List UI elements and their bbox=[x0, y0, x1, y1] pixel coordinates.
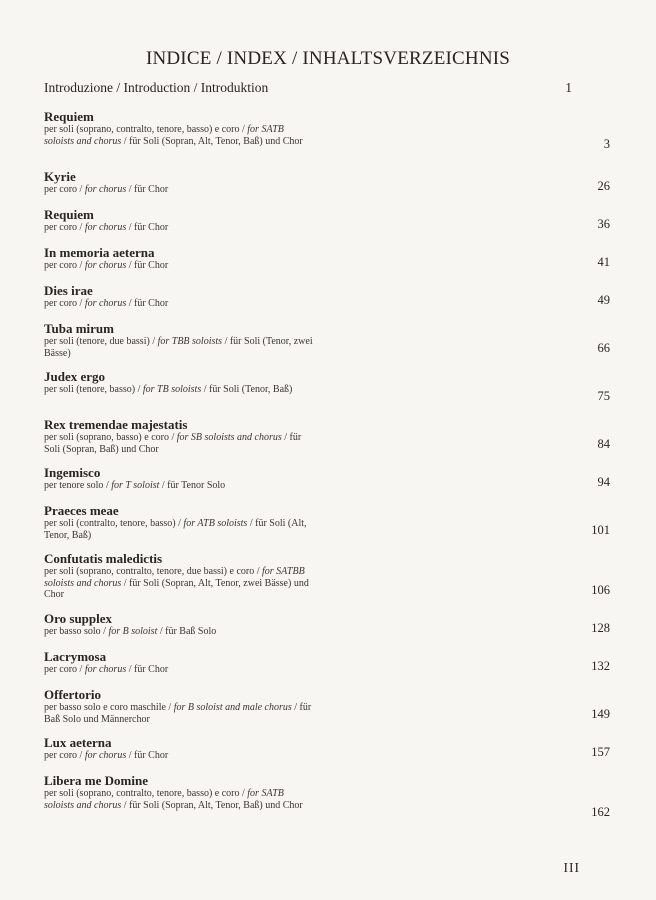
toc-entry-description: per basso solo e coro maschile / for B soloist and male chorus / für Baß Solo und Männerchor bbox=[44, 702, 312, 725]
toc-entry bbox=[44, 370, 614, 406]
toc-entry-title: Libera me Domine bbox=[44, 773, 148, 788]
toc-entry-description: per soli (tenore, basso) / for TB soloists / für Soli (Tenor, Baß) bbox=[44, 384, 293, 395]
desc-italian: per soli (soprano, basso) e coro bbox=[44, 432, 169, 443]
desc-english: for SB soloists and chorus bbox=[176, 432, 282, 443]
page-title: INDICE / INDEX / INHALTSVERZEICHNIS bbox=[145, 48, 511, 69]
desc-german: für Soli (Alt, Tenor, Baß) bbox=[44, 518, 307, 541]
toc-entry-page-number: 75 bbox=[597, 389, 610, 403]
toc-entry bbox=[44, 170, 614, 196]
toc-entry bbox=[44, 504, 614, 540]
toc-entry bbox=[44, 284, 614, 310]
desc-german: für Baß Solo und Männerchor bbox=[44, 702, 312, 725]
toc-entry-description: per coro / for chorus / für Chor bbox=[44, 184, 169, 195]
toc-entry-title: Ingemisco bbox=[44, 465, 101, 480]
toc-entry-page-number: 94 bbox=[597, 475, 610, 489]
toc-intro-row bbox=[44, 80, 572, 96]
desc-german: für Tenor Solo bbox=[167, 480, 226, 491]
toc-entry bbox=[44, 110, 614, 154]
toc-entry-page-number: 49 bbox=[597, 293, 610, 307]
toc-entry bbox=[44, 688, 614, 724]
desc-english: for chorus bbox=[84, 222, 127, 233]
toc-entry-title: Confutatis maledictis bbox=[44, 551, 163, 566]
desc-italian: per basso solo bbox=[44, 626, 101, 637]
desc-italian: per soli (soprano, contralto, tenore, basso) e coro bbox=[44, 788, 240, 799]
toc-entry bbox=[44, 774, 614, 822]
toc-entry-page-number: 162 bbox=[591, 805, 610, 819]
desc-english: for B soloist and male chorus bbox=[173, 702, 292, 713]
toc-entry-page-number: 84 bbox=[597, 437, 610, 451]
desc-english: for chorus bbox=[84, 184, 127, 195]
desc-english: for ATB soloists bbox=[183, 518, 248, 529]
intro-page-number: 1 bbox=[565, 80, 572, 95]
desc-german: für Soli (Sopran, Alt, Tenor, zwei Bässe) und Chor bbox=[44, 577, 309, 601]
toc-entry-page-number: 128 bbox=[591, 621, 610, 635]
toc-entry bbox=[44, 246, 614, 272]
desc-italian: per coro bbox=[44, 750, 78, 761]
toc-entry-description: per soli (soprano, contralto, tenore, due bassi) e coro / for SATBB soloists and chorus / für Soli (Sopran, Alt, Tenor, zwei Bässe) und Chor bbox=[44, 566, 309, 601]
toc-entry-title: Dies irae bbox=[44, 283, 93, 298]
desc-german: für Chor bbox=[134, 750, 169, 761]
desc-english: for B soloist bbox=[108, 626, 158, 637]
toc-entry-title: Oro supplex bbox=[44, 611, 113, 626]
desc-english: for chorus bbox=[84, 260, 127, 271]
desc-italian: per soli (tenore, due bassi) bbox=[44, 336, 150, 347]
toc-entry bbox=[44, 650, 614, 676]
toc-entry-page-number: 41 bbox=[597, 255, 610, 269]
toc-entry-description: per soli (soprano, contralto, tenore, basso) e coro / for SATB soloists and chorus / für Soli (Sopran, Alt, Tenor, Baß) und Chor bbox=[44, 788, 303, 811]
desc-german: für Baß Solo bbox=[165, 626, 217, 637]
toc-entry bbox=[44, 322, 614, 358]
desc-italian: per coro bbox=[44, 184, 78, 195]
toc-entry-page-number: 149 bbox=[591, 707, 610, 721]
desc-german: für Soli (Tenor, Baß) bbox=[209, 384, 293, 395]
intro-label: Introduzione / Introduction / Introduktion bbox=[44, 80, 269, 95]
toc-entry-description: per basso solo / for B soloist / für Baß Solo bbox=[44, 626, 217, 637]
desc-german: für Soli (Sopran, Alt, Tenor, Baß) und Chor bbox=[129, 135, 303, 147]
toc-entry-page-number: 26 bbox=[597, 179, 610, 193]
desc-italian: per tenore solo bbox=[44, 480, 104, 491]
toc-entry-title: In memoria aeterna bbox=[44, 245, 155, 260]
desc-english: for TBB soloists bbox=[157, 336, 223, 347]
toc-entry-description: per coro / for chorus / für Chor bbox=[44, 222, 169, 233]
toc-entry bbox=[44, 208, 614, 234]
toc-entry-description: per soli (soprano, basso) e coro / for SB soloists and chorus / für Soli (Sopran, Baß) und Chor bbox=[44, 432, 302, 455]
toc-entry-page-number: 36 bbox=[597, 217, 610, 231]
desc-german: für Chor bbox=[134, 298, 169, 309]
toc-entry-description: per soli (contralto, tenore, basso) / for ATB soloists / für Soli (Alt, Tenor, Baß) bbox=[44, 518, 307, 541]
desc-italian: per soli (contralto, tenore, basso) bbox=[44, 518, 176, 529]
desc-italian: per soli (soprano, contralto, tenore, basso) e coro bbox=[44, 124, 240, 135]
toc-entry-description: per tenore solo / for T soloist / für Tenor Solo bbox=[44, 480, 226, 491]
desc-italian: per coro bbox=[44, 298, 78, 309]
toc-entry bbox=[44, 466, 614, 492]
desc-english: for SATB soloists and chorus bbox=[44, 788, 284, 811]
desc-italian: per coro bbox=[44, 222, 78, 233]
desc-italian: per coro bbox=[44, 664, 78, 675]
toc-entry-page-number: 106 bbox=[591, 583, 610, 597]
toc-entry-title: Praeces meae bbox=[44, 503, 119, 518]
toc-entry bbox=[44, 736, 614, 762]
toc-entry-page-number: 3 bbox=[603, 137, 610, 151]
toc-entry-page-number: 132 bbox=[591, 659, 610, 673]
toc-entry-description: per coro / for chorus / für Chor bbox=[44, 260, 169, 271]
desc-german: für Soli (Tenor, zwei Bässe) bbox=[44, 336, 313, 359]
desc-german: für Chor bbox=[134, 184, 169, 195]
desc-italian: per coro bbox=[44, 260, 78, 271]
toc-entry bbox=[44, 418, 614, 454]
toc-entry-page-number: 157 bbox=[591, 745, 610, 759]
desc-english: for chorus bbox=[84, 298, 127, 309]
desc-italian: per soli (soprano, contralto, tenore, due bassi) e coro bbox=[44, 566, 255, 577]
toc-entry-title: Offertorio bbox=[44, 687, 102, 702]
desc-german: für Chor bbox=[134, 664, 169, 675]
desc-english: for TB soloists bbox=[142, 384, 202, 395]
toc-entry-description: per soli (tenore, due bassi) / for TBB soloists / für Soli (Tenor, zwei Bässe) bbox=[44, 336, 313, 359]
desc-german: für Soli (Sopran, Baß) und Chor bbox=[44, 432, 302, 455]
desc-german: für Soli (Sopran, Alt, Tenor, Baß) und Chor bbox=[129, 799, 303, 811]
toc-entry-title: Lux aeterna bbox=[44, 735, 112, 750]
toc-entry bbox=[44, 612, 614, 638]
desc-german: für Chor bbox=[134, 222, 169, 233]
toc-entry-description: per coro / for chorus / für Chor bbox=[44, 298, 169, 309]
toc-entry-title: Tuba mirum bbox=[44, 321, 114, 336]
toc-entry-title: Rex tremendae majestatis bbox=[44, 417, 188, 432]
desc-english: for chorus bbox=[84, 750, 127, 761]
toc-entry-description: per soli (soprano, contralto, tenore, basso) e coro / for SATB soloists and chorus / für Soli (Sopran, Alt, Tenor, Baß) und Chor bbox=[44, 124, 303, 147]
toc-entry-title: Requiem bbox=[44, 207, 94, 222]
desc-english: for chorus bbox=[84, 664, 127, 675]
toc-entry-page-number: 101 bbox=[591, 523, 610, 537]
toc-entry-description: per coro / for chorus / für Chor bbox=[44, 750, 169, 761]
toc-entry-title: Judex ergo bbox=[44, 369, 106, 384]
page-folio: III bbox=[563, 860, 580, 875]
desc-italian: per basso solo e coro maschile bbox=[44, 702, 166, 713]
desc-english: for SATBB soloists and chorus bbox=[44, 566, 305, 589]
toc-entry-description: per coro / for chorus / für Chor bbox=[44, 664, 169, 675]
toc-entry-page-number: 66 bbox=[597, 341, 610, 355]
desc-english: for SATB soloists and chorus bbox=[44, 124, 284, 147]
desc-german: für Chor bbox=[134, 260, 169, 271]
toc-entry-title: Requiem bbox=[44, 109, 94, 124]
toc-entry-title: Kyrie bbox=[44, 169, 76, 184]
toc-entry-title: Lacrymosa bbox=[44, 649, 107, 664]
desc-english: for T soloist bbox=[111, 480, 160, 491]
desc-italian: per soli (tenore, basso) bbox=[44, 384, 136, 395]
toc-entry bbox=[44, 552, 614, 600]
